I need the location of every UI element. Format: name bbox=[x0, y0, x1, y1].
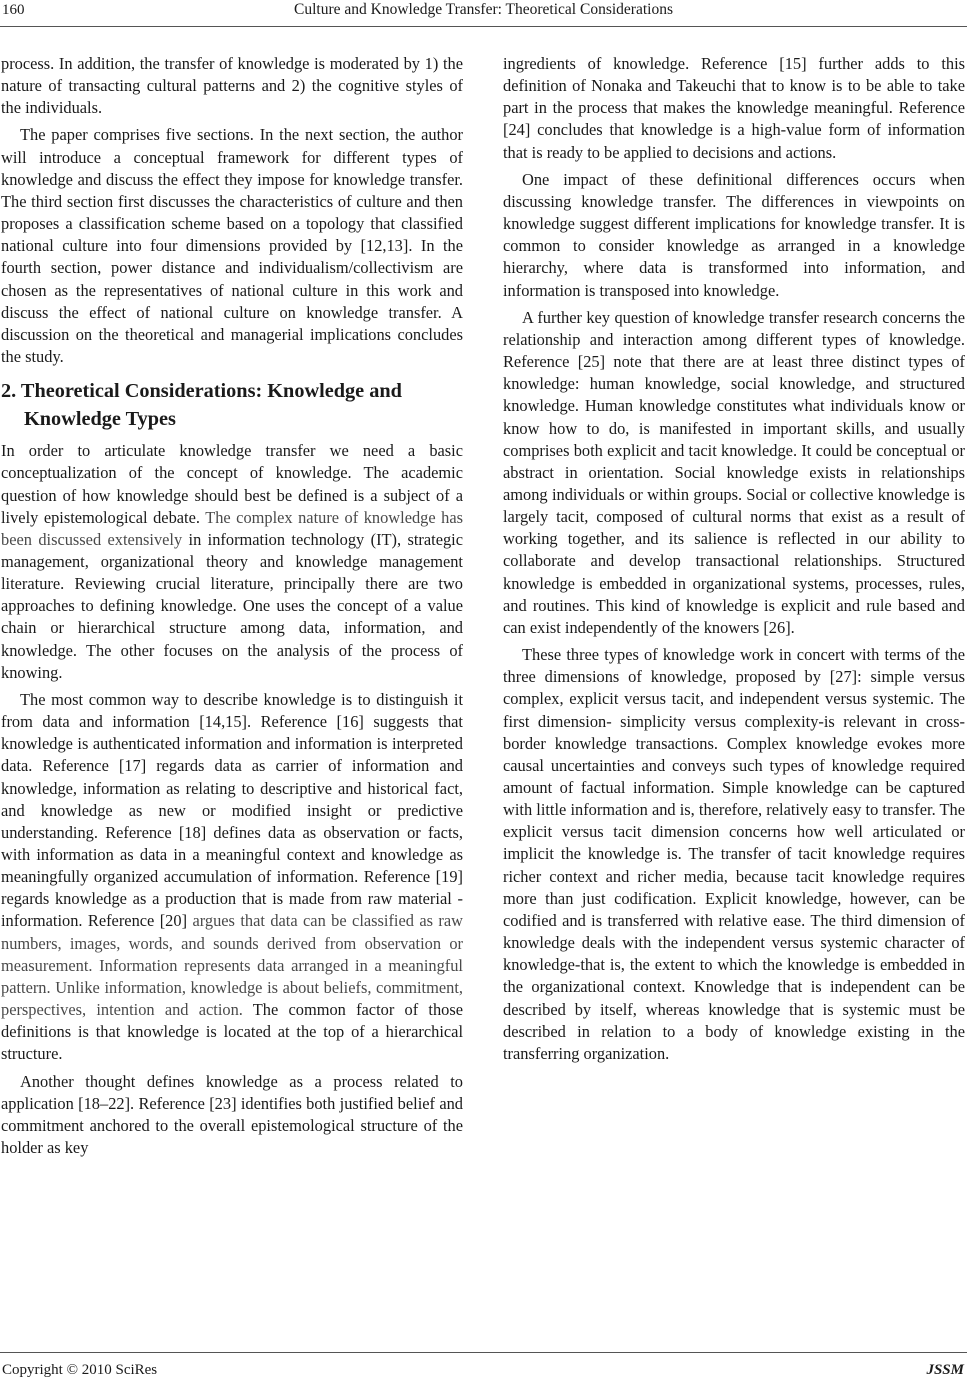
text-run: In order to articulate knowledge transfer we need a basic conceptualization of the concept of knowledge. The academic question of how knowledge should best be defined is a subject of a lively epistemological debate. bbox=[1, 441, 463, 527]
paragraph: A further key question of knowledge transfer research concerns the relationship and interaction among different types of knowledge. Reference [25] note that there are at least three distinct types of knowledge: human knowledge, social knowledge, and structured knowledge. Human knowledge constitutes what individuals know or know how to do, is manifested in important skills, and usually comprises both explicit and tacit knowledge. It could be conceptual or abstract in orientation. Social knowledge exists in relationships among individuals or within groups. Social or collective knowledge is largely tacit, composed of cultural norms that exist as a result of working together, and its salience is reflected in our ability to collaborate and develop transactional relationships. Structured knowledge is embedded in organizational systems, processes, rules, and routines. This kind of knowledge is explicit and rule based and can exist independently of the knowers [26]. bbox=[503, 307, 965, 637]
page-footer bbox=[0, 1352, 967, 1382]
copyright: Copyright © 2010 SciRes bbox=[2, 1362, 158, 1378]
paragraph: One impact of these definitional differences occurs when discussing knowledge transfer. The differences in viewpoints on knowledge suggest different implications for knowledge transfer. It is common to consider knowledge as arranged in a knowledge hierarchy, where data is transformed into information, and information is transposed into knowledge. bbox=[503, 169, 965, 300]
paragraph: The paper comprises five sections. In the next section, the author will introduce a conceptual framework for different types of knowledge and discuss the effect they impose for knowledge transfer. The third section first discusses the characteristics of culture and then proposes a classification scheme based on a topology that classified national culture into four dimensions provided by [12,13]. In the fourth section, power distance and individualism/collectivism are chosen as the representatives of national culture in this work and discuss the effect of national culture on knowledge transfer. A discussion on the theoretical and managerial implications concludes the study. bbox=[1, 125, 463, 367]
text-run: argues that data can be classified as raw numbers, images, words, and sounds derived from observation or measurement. Information represents data arranged in a meaningful pattern. Unlike information, knowledge is about beliefs, commitment, perspectives, intention and action. bbox=[1, 911, 463, 1020]
journal-name: JSSM bbox=[926, 1362, 964, 1378]
paragraph: process. In addition, the transfer of knowledge is moderated by 1) the nature of transacting cultural patterns and 2) the cognitive styles of the individuals. bbox=[1, 54, 463, 118]
running-title: Culture and Knowledge Transfer: Theoretical Considerations bbox=[294, 1, 673, 18]
paragraph bbox=[1, 689, 463, 1066]
paragraph: These three types of knowledge work in concert with terms of the three dimensions of knowledge, proposed by [27]: simple versus complex, explicit versus tacit, and independent versus systemic. The first dimension- simplicity versus complexity-is relevant in cross-border knowledge transactions. Complex knowledge evokes more causal uncertainties and conveys such types of knowledge required amount of factual information. Simple knowledge can be captured with little information and is, therefore, relatively easy to transfer. The explicit versus tacit dimension concerns how well articulated or implicit the knowledge is. The transfer of tacit knowledge requires richer context and richer media, because tacit knowledge requires more than just codification. Explicit knowledge, however, can be codified and is transferred with relative ease. The third dimension of knowledge deals with the independent versus systemic character of knowledge-that is, the extent to which the knowledge is embedded in the organizational context. Knowledge that is independent can be described by itself, whereas knowledge that is systemic must be described in relation to a body of knowledge existing in the transferring organization. bbox=[503, 645, 965, 1063]
right-column bbox=[503, 53, 965, 1065]
footer-rule bbox=[0, 1352, 967, 1353]
paragraph: Another thought defines knowledge as a process related to application [18–22]. Reference [23] identifies both justified belief and commitment anchored to the overall epistemological structure of the holder as key bbox=[1, 1071, 463, 1158]
text-run: The common factor of those definitions is that knowledge is located at the top of a hierarchical structure. bbox=[1, 1000, 463, 1064]
paragraph: ingredients of knowledge. Reference [15] further adds to this definition of Nonaka and Takeuchi that to know is to be able to take part in the process that makes the knowledge meaningful. Reference [24] concludes that knowledge is a high-value form of information that is ready to be applied to decisions and actions. bbox=[503, 54, 965, 162]
paragraph bbox=[1, 440, 463, 684]
text-run: The complex nature of knowledge has been discussed extensively bbox=[1, 507, 463, 549]
header-rule bbox=[0, 26, 967, 27]
section-heading: 2. Theoretical Considerations: Knowledge and Knowledge Types bbox=[1, 380, 402, 431]
page-number: 160 bbox=[2, 2, 25, 18]
page-header bbox=[0, 0, 967, 30]
text-run: The most common way to describe knowledge is to distinguish it from data and information [14,15]. Reference [16] suggests that knowledge is authenticated information and information is interpreted data. Reference [17] regards data as carrier of information and knowledge, information as relating to descriptive and historical fact, and knowledge as new or modified insight or predictive understanding. Reference [18] defines data as observation or facts, with information as data in a meaningful context and knowledge as meaningfully organized accumulation of information. Reference [19] regards knowledge as a production that is made from raw material - information. Reference [20] bbox=[1, 689, 463, 931]
left-column bbox=[1, 53, 463, 1159]
text-run: in information technology (IT), strategic management, organizational theory and knowledge management literature. Reviewing crucial literature, principally there are two approaches to defining knowledge. One uses the concept of a value chain or hierarchical structure among data, information, and knowledge. The other focuses on the analysis of the process of knowing. bbox=[1, 529, 464, 682]
